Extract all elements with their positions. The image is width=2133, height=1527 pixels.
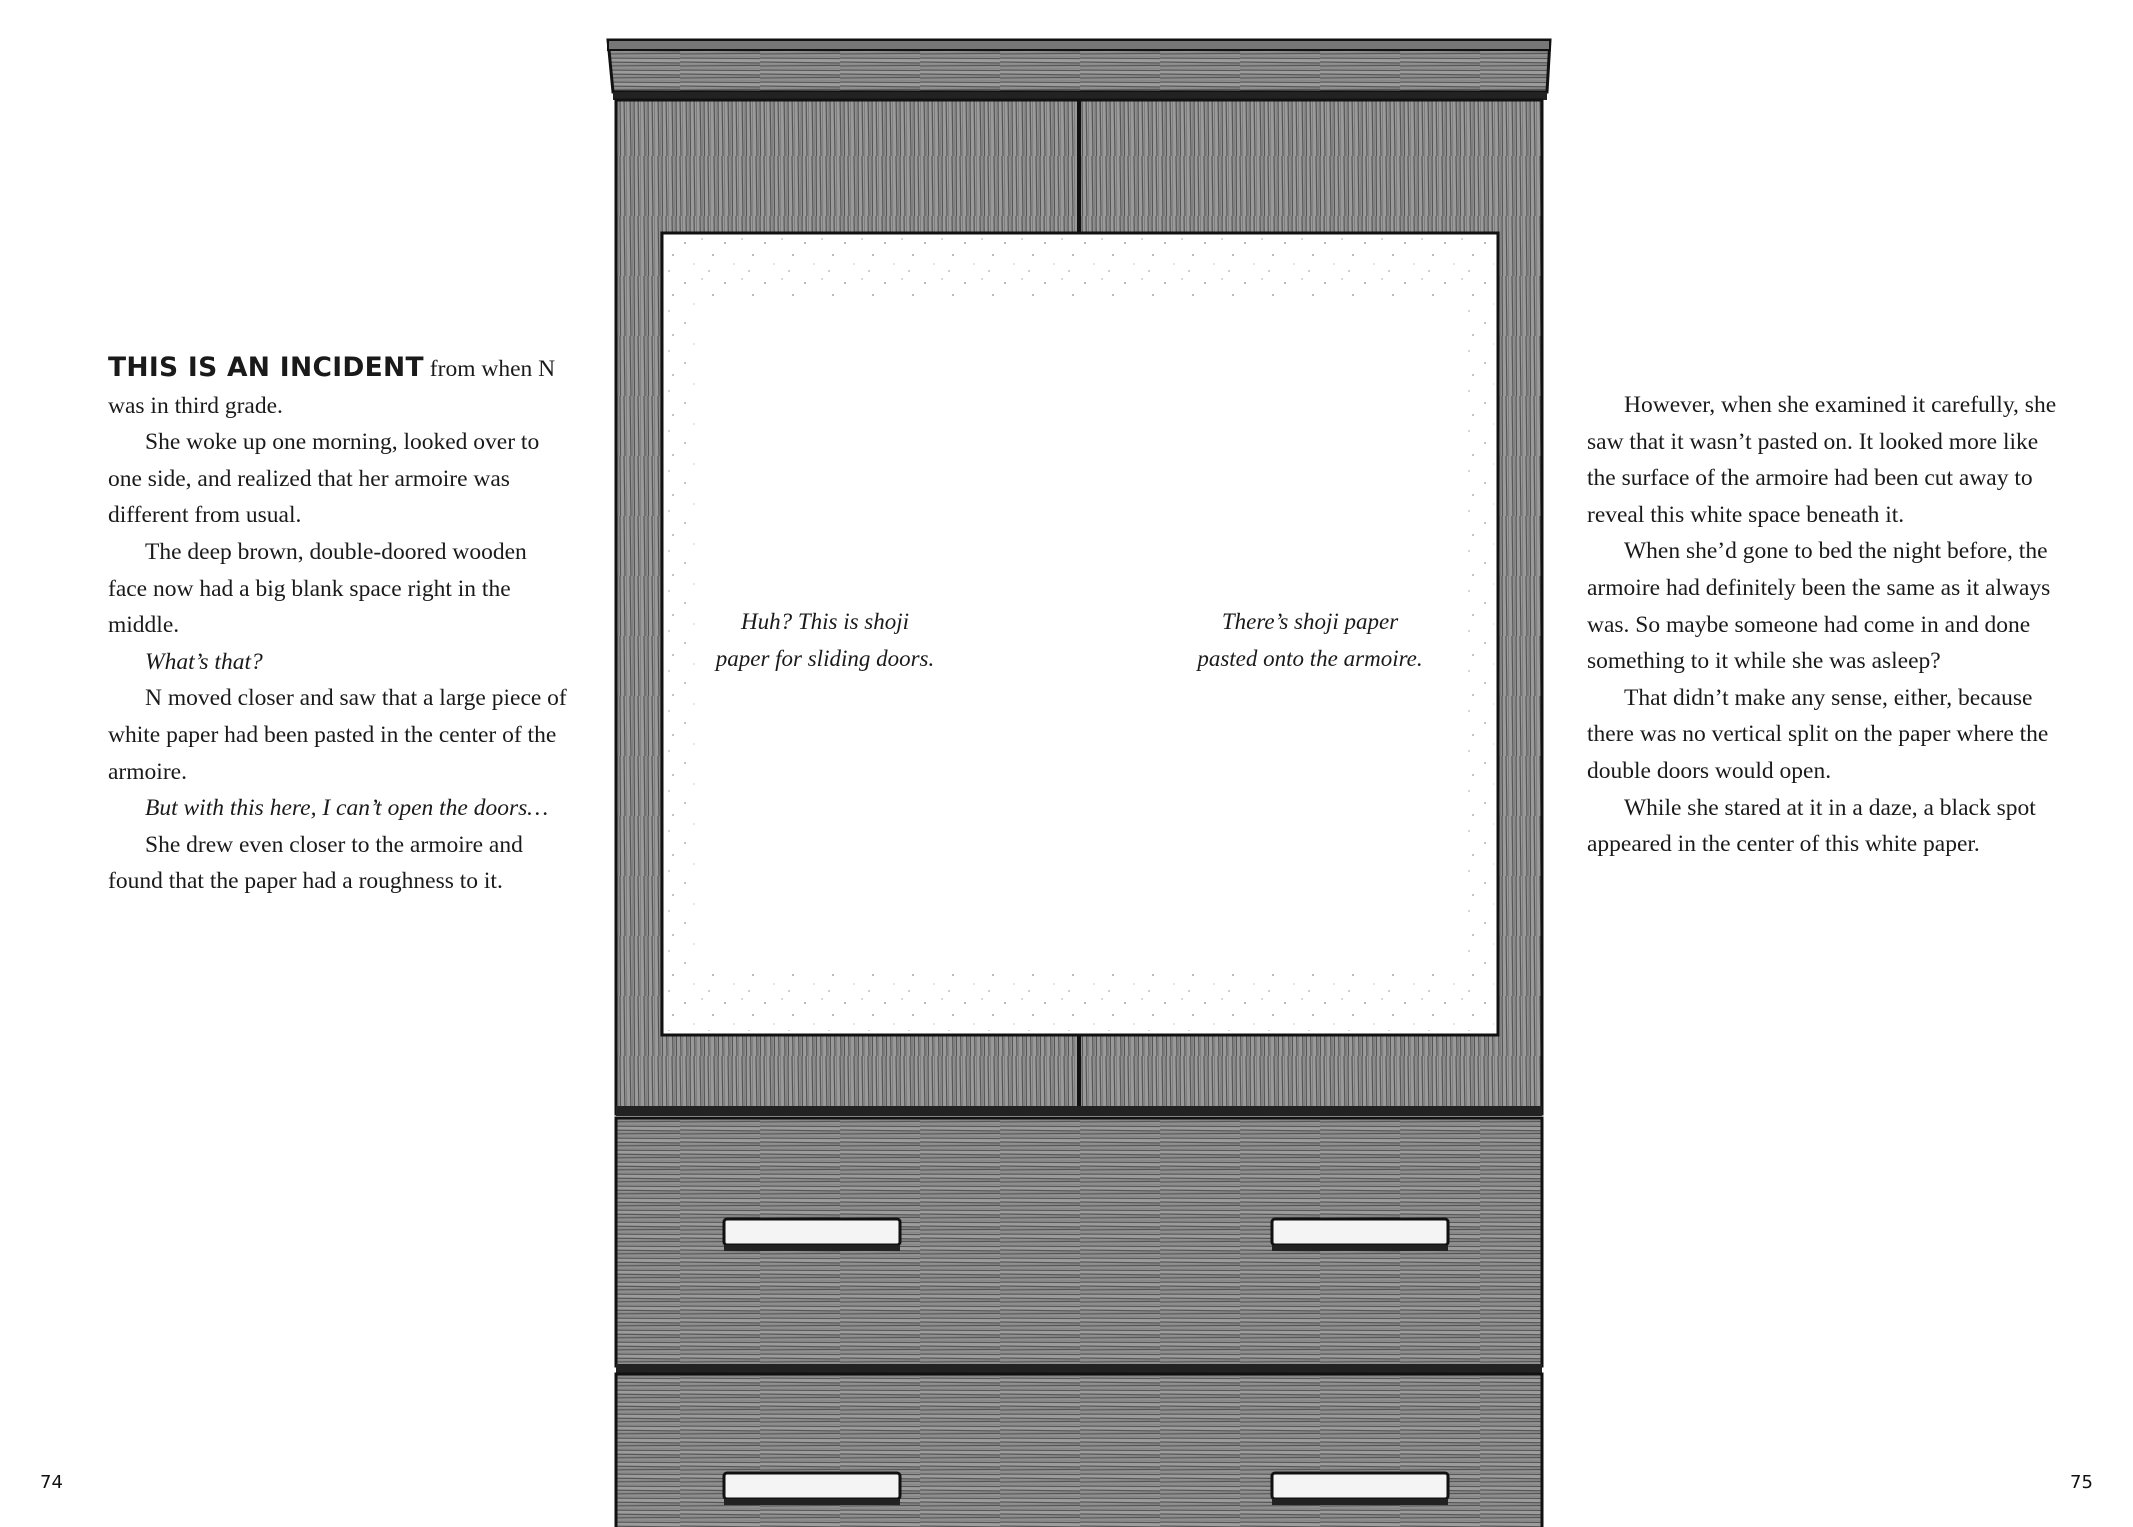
- drawer-handle: [1272, 1219, 1448, 1251]
- speech-line: There’s shoji paper: [1221, 609, 1399, 634]
- drawer-handle: [1272, 1473, 1448, 1505]
- paragraph: She drew even closer to the armoire and found that the paper had a roughness to it.: [108, 831, 523, 895]
- speech-line: paper for sliding doors.: [715, 645, 935, 671]
- paragraph: The deep brown, double-doored wooden face now had a big blank space right in the middle.: [108, 538, 527, 639]
- lead-rest: from when N was in third grade.: [108, 356, 556, 419]
- drawer-handle: [724, 1473, 900, 1505]
- lead-caps: THIS IS AN INCIDENT: [108, 352, 424, 383]
- opening-paragraph: [108, 350, 568, 424]
- page-number-left: 74: [40, 1472, 63, 1493]
- paragraph: That didn’t make any sense, either, because there was no vertical split on the paper where the double doors would open.: [1587, 684, 2049, 784]
- paragraph: While she stared at it in a daze, a black spot appeared in the center of this white paper.: [1587, 794, 2036, 858]
- left-page-text: [108, 350, 568, 900]
- speech-caption-right: [1160, 604, 1460, 677]
- paragraph: However, when she examined it carefully, she saw that it wasn’t pasted on. It looked more like the surface of the armoire had been cut away to reveal this white space beneath it.: [1587, 392, 2057, 528]
- right-page-text: [1587, 387, 2057, 863]
- armoire-illustration: [600, 36, 1560, 1527]
- page-number-right: 75: [2070, 1472, 2093, 1493]
- paragraph: When she’d gone to bed the night before, the armoire had definitely been the same as it always was. So maybe someone had come in and done something to it while she was asleep?: [1587, 538, 2051, 675]
- speech-line: pasted onto the armoire.: [1197, 645, 1423, 671]
- speech-caption-left: [700, 604, 950, 677]
- paragraph: She woke up one morning, looked over to one side, and realized that her armoire was different from usual.: [108, 429, 540, 529]
- armoire-crown: [608, 40, 1550, 100]
- drawer-handle: [724, 1219, 900, 1251]
- thought-line: But with this here, I can’t open the doors…: [145, 795, 549, 822]
- thought-line: What’s that?: [145, 648, 263, 675]
- speech-line: Huh? This is shoji: [740, 609, 910, 634]
- paragraph: N moved closer and saw that a large piece of white paper had been pasted in the center of the armoire.: [108, 685, 567, 785]
